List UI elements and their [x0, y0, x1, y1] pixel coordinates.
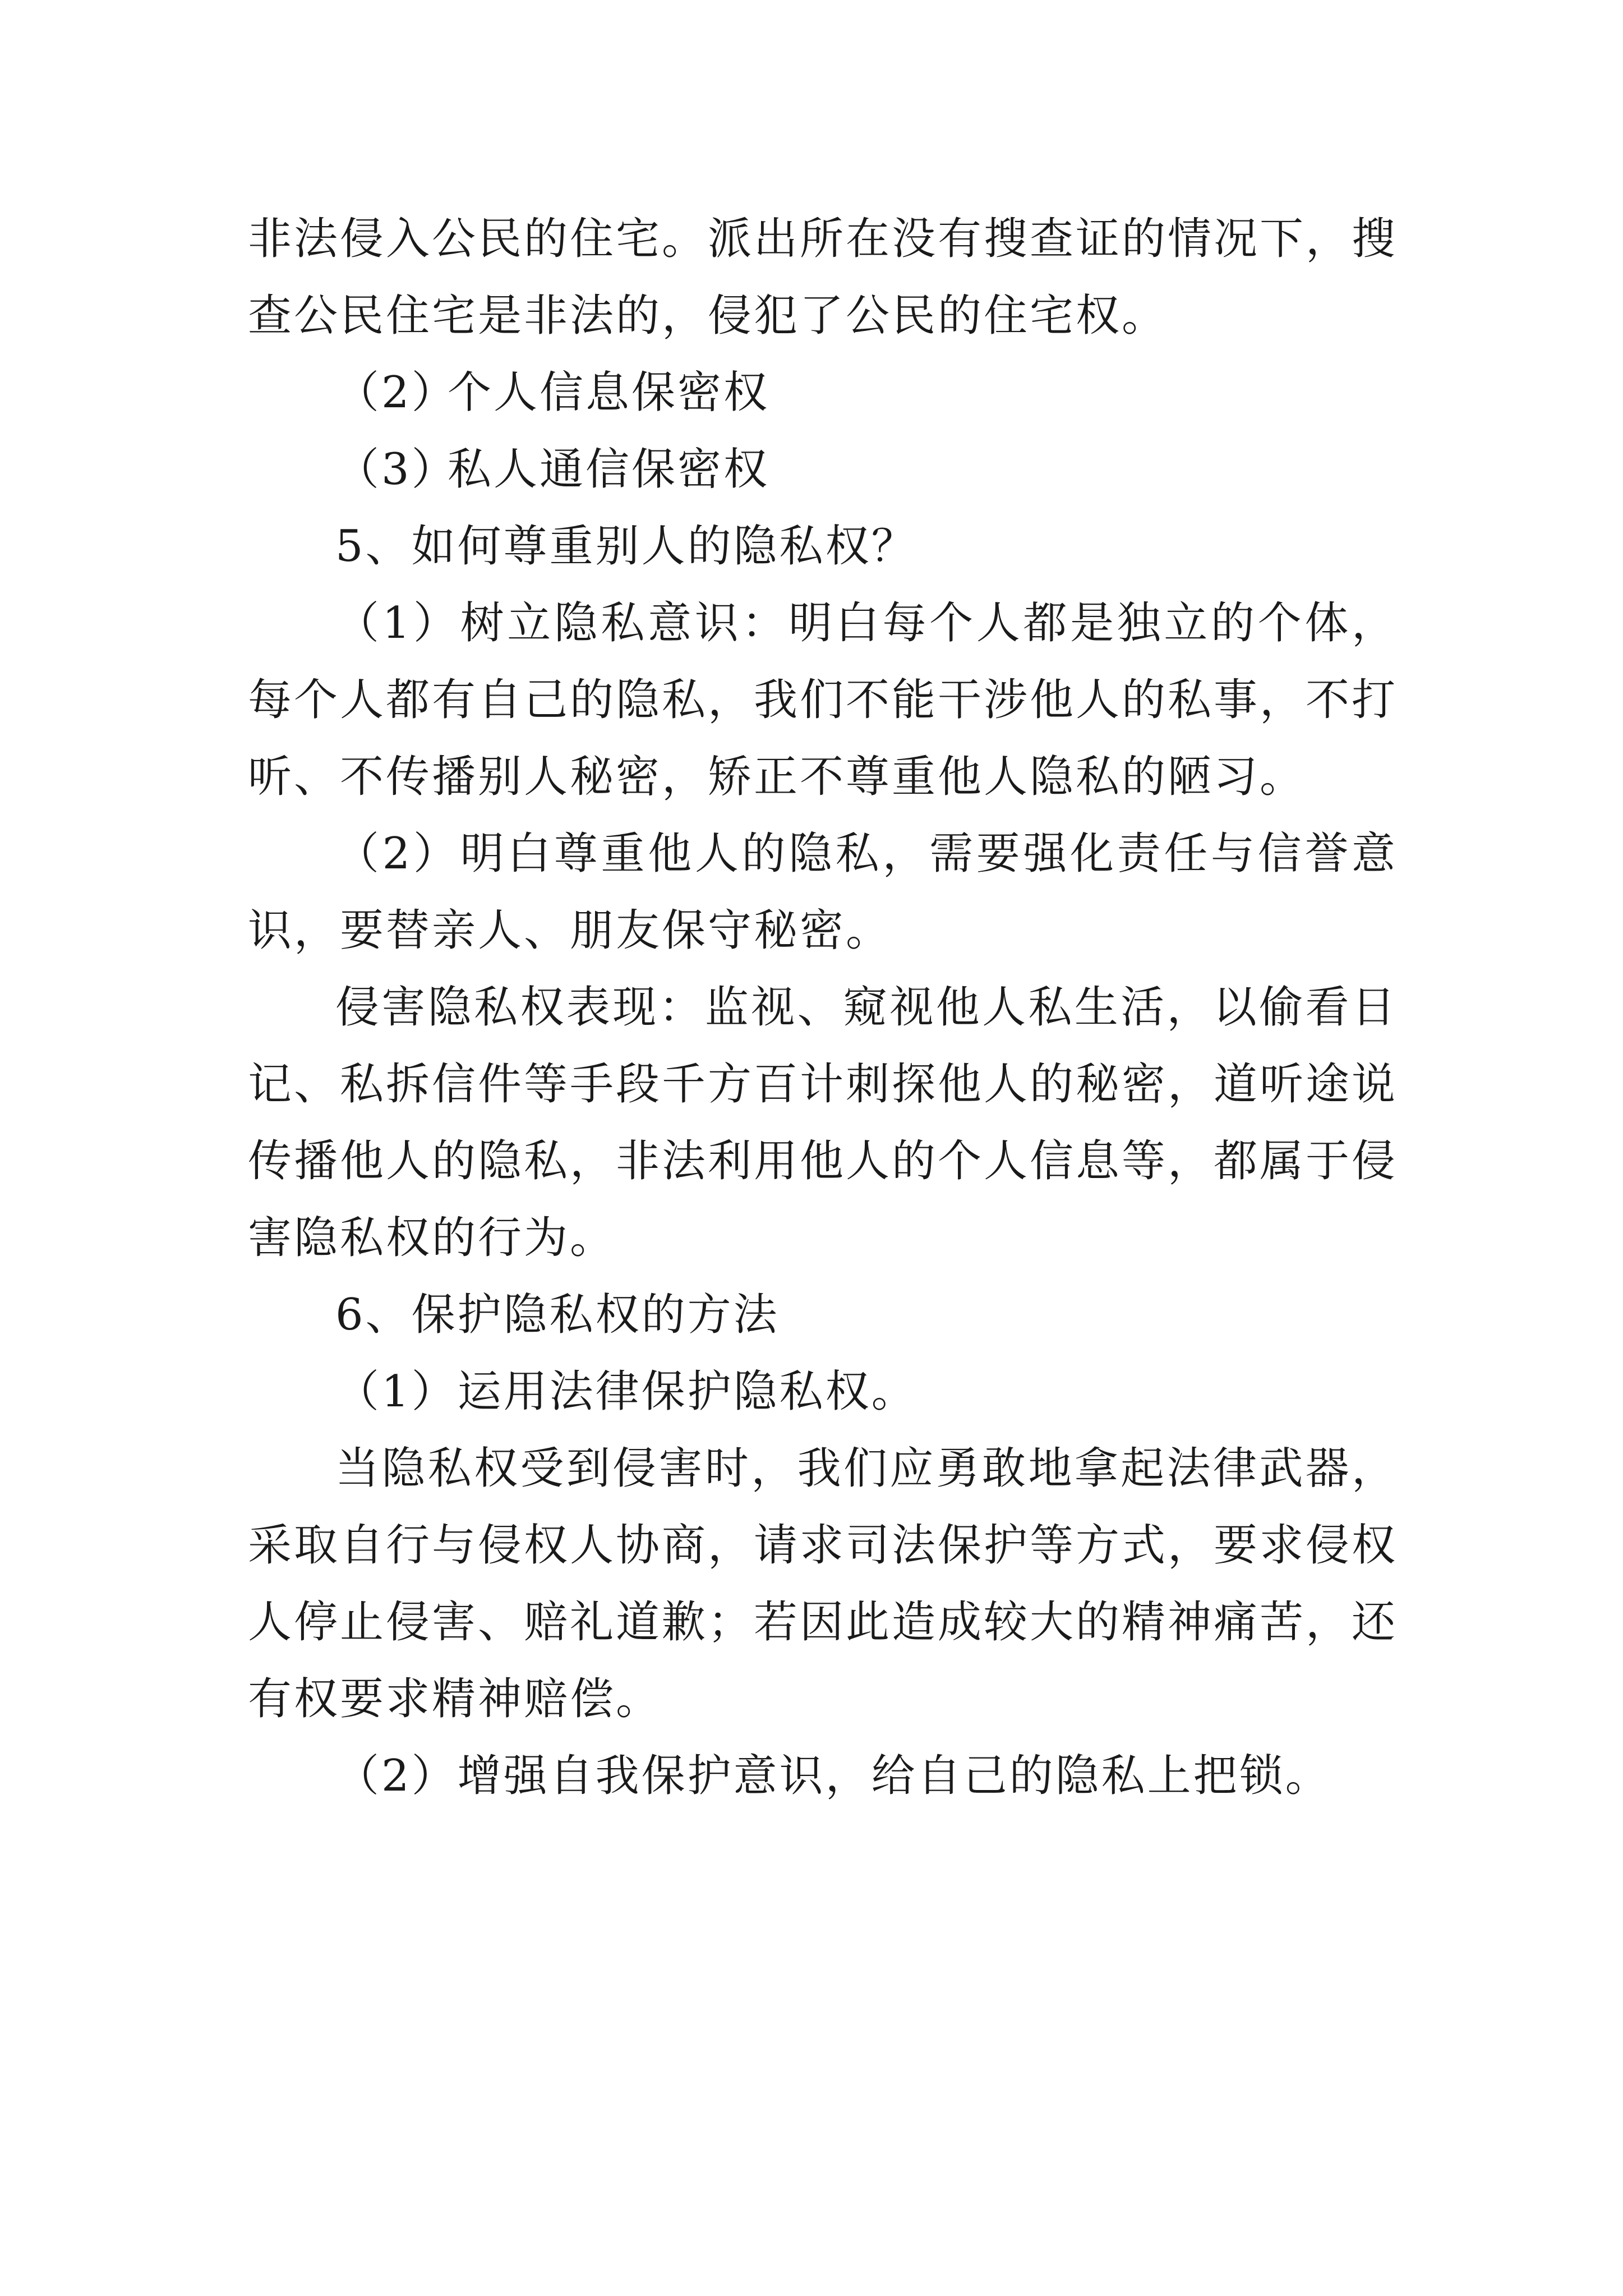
section-heading-protect-privacy: 6、保护隐私权的方法 [335, 1290, 780, 1340]
paragraph-infringement-forms: 侵害隐私权表现：监视、窥视他人私生活，以偷看日记、私拆信件等手段千方百计刺探他人的秘密，道听途说传播他人的隐私，非法利用他人的个人信息等，都属于侵害隐私权的行为。 [248, 982, 1398, 1263]
list-item-number: （3） [335, 444, 458, 495]
list-item-text: 个人信息保密权 [448, 367, 770, 418]
list-item-text: 私人通信保密权 [448, 444, 770, 495]
paragraph-self-protection: （2）增强自我保护意识，给自己的隐私上把锁。 [335, 1751, 1331, 1801]
document-body [248, 201, 1398, 1815]
section-heading-respect-privacy: 5、如何尊重别人的隐私权？ [335, 521, 917, 572]
paragraph-legal-remedies: 当隐私权受到侵害时，我们应勇敢地拿起法律武器，采取自行与侵权人协商，请求司法保护等方式，要求侵权人停止侵害、赔礼道歉；若因此造成较大的精神痛苦，还有权要求精神赔偿。 [248, 1443, 1398, 1724]
paragraph-residence-right: 非法侵入公民的住宅。派出所在没有搜查证的情况下，搜查公民住宅是非法的，侵犯了公民的住宅权。 [248, 214, 1398, 341]
paragraph-responsibility: （2）明白尊重他人的隐私，需要强化责任与信誉意识，要替亲人、朋友保守秘密。 [248, 829, 1398, 956]
paragraph-privacy-awareness: （1）树立隐私意识：明白每个人都是独立的个体，每个人都有自己的隐私，我们不能干涉他人的私事，不打听、不传播别人秘密，矫正不尊重他人隐私的陋习。 [248, 598, 1398, 802]
list-item-info-privacy [248, 355, 1398, 431]
list-item-communication-privacy [248, 431, 1398, 508]
paragraph-legal-protection: （1）运用法律保护隐私权。 [335, 1366, 917, 1417]
list-item-number: （2） [335, 367, 458, 418]
